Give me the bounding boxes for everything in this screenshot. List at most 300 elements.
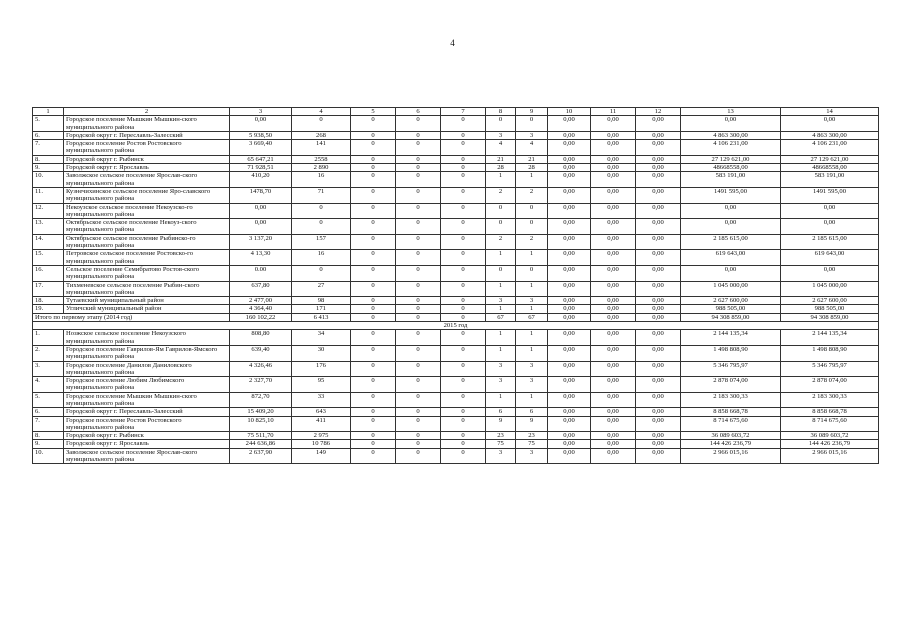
table-cell: 0,00 xyxy=(636,408,681,416)
table-cell: 11 xyxy=(591,108,636,116)
table-cell: 7. xyxy=(33,140,64,156)
table-cell: 0 xyxy=(396,448,441,464)
table-cell: 0 xyxy=(351,377,396,393)
table-cell: 0,00 xyxy=(591,408,636,416)
table-cell: 1 498 808,90 xyxy=(781,345,879,361)
table-cell: 0 xyxy=(441,297,486,305)
table-cell: Городское поселение Любим Любимского муниципального района xyxy=(64,377,230,393)
table-cell: 2 xyxy=(516,187,548,203)
table-cell: 2558 xyxy=(292,155,351,163)
table-cell: 8 xyxy=(486,108,516,116)
table-cell: 3 137,20 xyxy=(230,234,292,250)
table-cell: 0,00 xyxy=(591,345,636,361)
table-row xyxy=(33,172,879,188)
table-cell: 1. xyxy=(33,330,64,346)
table-cell: 0 xyxy=(351,313,396,321)
table-cell: 4 326,46 xyxy=(230,361,292,377)
table-cell: 0,00 xyxy=(681,116,781,132)
table-cell: 0,00 xyxy=(548,155,591,163)
table-cell: 0,00 xyxy=(636,377,681,393)
table-cell: 1 xyxy=(486,281,516,297)
table-cell: 0 xyxy=(441,448,486,464)
table-cell: 0,00 xyxy=(636,187,681,203)
table-cell: 10. xyxy=(33,448,64,464)
table-cell: 0,00 xyxy=(591,440,636,448)
table-cell: 149 xyxy=(292,448,351,464)
table-cell: 94 308 859,00 xyxy=(781,313,879,321)
table-cell: 637,80 xyxy=(230,281,292,297)
table-cell: 4 106 231,00 xyxy=(781,140,879,156)
table-cell: 0 xyxy=(351,281,396,297)
table-cell: 6 xyxy=(396,108,441,116)
table-cell: 0,00 xyxy=(591,281,636,297)
table-cell: 2 975 xyxy=(292,432,351,440)
table-cell: 1 xyxy=(516,172,548,188)
table-cell: 0 xyxy=(396,361,441,377)
table-cell: 10. xyxy=(33,172,64,188)
data-table xyxy=(32,107,879,464)
table-cell: Петровское сельское поселение Ростовско-го муниципального района xyxy=(64,250,230,266)
table-cell: 0,00 xyxy=(548,265,591,281)
table-cell: 0,00 xyxy=(636,281,681,297)
table-row xyxy=(33,116,879,132)
table-row xyxy=(33,234,879,250)
table-cell: 0 xyxy=(351,330,396,346)
table-cell: 1 xyxy=(516,250,548,266)
table-cell: 0 xyxy=(441,116,486,132)
table-cell: 5 346 795,97 xyxy=(681,361,781,377)
table-cell: Тихменевское сельское поселение Рыбин-ского муниципального района xyxy=(64,281,230,297)
table-cell: 0,00 xyxy=(636,440,681,448)
table-cell: 65 647,21 xyxy=(230,155,292,163)
table-cell: 71 xyxy=(292,187,351,203)
table-cell: 0 xyxy=(516,265,548,281)
table-cell: 0,00 xyxy=(591,297,636,305)
table-cell: 0 xyxy=(351,187,396,203)
table-cell: 0 xyxy=(396,164,441,172)
table-cell: 1 xyxy=(516,345,548,361)
table-cell: 0,00 xyxy=(591,432,636,440)
table-cell: 1 xyxy=(486,345,516,361)
table-cell: 0 xyxy=(351,440,396,448)
table-cell: 0,00 xyxy=(636,345,681,361)
table-row xyxy=(33,187,879,203)
table-cell: 2 637,90 xyxy=(230,448,292,464)
table-cell: 157 xyxy=(292,234,351,250)
table-cell: 0 xyxy=(351,408,396,416)
table-cell: 0 xyxy=(351,164,396,172)
table-cell: 2 183 300,33 xyxy=(681,392,781,408)
table-cell: 2 xyxy=(64,108,230,116)
table-cell: 0,00 xyxy=(636,116,681,132)
table-cell: 3 669,40 xyxy=(230,140,292,156)
table-cell: 0,00 xyxy=(548,116,591,132)
table-cell: 0,00 xyxy=(636,432,681,440)
table-cell: 21 xyxy=(486,155,516,163)
table-cell: 0,00 xyxy=(591,416,636,432)
table-cell: 0 xyxy=(441,172,486,188)
table-cell: 0,00 xyxy=(548,297,591,305)
table-cell: 6. xyxy=(33,131,64,139)
table-cell: 0,00 xyxy=(591,172,636,188)
table-cell: 0 xyxy=(441,155,486,163)
table-row xyxy=(33,155,879,163)
table-cell: 0 xyxy=(351,392,396,408)
table-cell: Некоузское сельское поселение Некоузско-го муниципального района xyxy=(64,203,230,219)
table-cell: 10 825,10 xyxy=(230,416,292,432)
table-cell: Тутаевский муниципальный район xyxy=(64,297,230,305)
table-cell: 2 966 015,16 xyxy=(681,448,781,464)
table-cell: 3 xyxy=(230,108,292,116)
table-cell: 0 xyxy=(292,219,351,235)
table-cell: Октябрьское сельское поселение Рыбинско-го муниципального района xyxy=(64,234,230,250)
table-cell: Заволжское сельское поселение Ярослав-ского муниципального района xyxy=(64,172,230,188)
table-cell: 2 xyxy=(486,234,516,250)
table-cell: Городской округ г. Рыбинск xyxy=(64,155,230,163)
table-cell: 0 xyxy=(441,203,486,219)
table-header-row xyxy=(33,108,879,116)
table-row xyxy=(33,281,879,297)
table-cell: 3 xyxy=(486,448,516,464)
table-cell: 0 xyxy=(292,265,351,281)
table-cell: 0 xyxy=(396,416,441,432)
table-cell: 0 xyxy=(441,250,486,266)
table-cell: 0 xyxy=(441,234,486,250)
table-row xyxy=(33,345,879,361)
table-cell: 0 xyxy=(396,203,441,219)
table-cell: 0 xyxy=(441,219,486,235)
table-cell: 3 xyxy=(516,448,548,464)
table-cell: 0 xyxy=(441,281,486,297)
table-cell: 2 327,70 xyxy=(230,377,292,393)
table-cell: 0 xyxy=(441,416,486,432)
table-cell: 0,00 xyxy=(591,250,636,266)
table-cell: 1 xyxy=(486,305,516,313)
table-cell: 0 xyxy=(441,330,486,346)
table-cell: 0,00 xyxy=(681,203,781,219)
table-cell: 0 xyxy=(486,219,516,235)
table-cell: 0 xyxy=(441,345,486,361)
table-cell: 0,00 xyxy=(636,131,681,139)
table-cell: Городское поселение Мышкин Мышкин-ского муниципального района xyxy=(64,116,230,132)
table-cell: 0,00 xyxy=(548,140,591,156)
table-cell: 0,00 xyxy=(548,440,591,448)
table-cell: 9. xyxy=(33,164,64,172)
table-cell: 98 xyxy=(292,297,351,305)
table-cell: 8 858 668,78 xyxy=(681,408,781,416)
table-cell: 0,00 xyxy=(591,116,636,132)
table-cell: 4 xyxy=(516,140,548,156)
table-cell: 4 xyxy=(292,108,351,116)
table-cell: 0 xyxy=(351,203,396,219)
table-cell: 12 xyxy=(636,108,681,116)
table-cell: 1 xyxy=(516,392,548,408)
table-row xyxy=(33,361,879,377)
table-cell: 144 426 236,79 xyxy=(681,440,781,448)
table-cell: 5. xyxy=(33,116,64,132)
table-cell: 0,00 xyxy=(591,140,636,156)
table-cell: 0,00 xyxy=(591,155,636,163)
table-cell: 36 089 603,72 xyxy=(681,432,781,440)
table-cell: 0,00 xyxy=(548,164,591,172)
table-cell: 171 xyxy=(292,305,351,313)
table-cell: 583 191,00 xyxy=(781,172,879,188)
table-cell: 36 089 603,72 xyxy=(781,432,879,440)
table-cell: 0,00 xyxy=(548,392,591,408)
table-cell: Городской округ г. Ярославль xyxy=(64,440,230,448)
table-cell: 2. xyxy=(33,345,64,361)
table-cell: 0,00 xyxy=(781,116,879,132)
table-cell: 0,00 xyxy=(591,203,636,219)
table-cell: 0,00 xyxy=(636,265,681,281)
table-cell: 95 xyxy=(292,377,351,393)
table-cell: 18. xyxy=(33,297,64,305)
table-cell: 0 xyxy=(441,440,486,448)
table-cell: 3 xyxy=(516,361,548,377)
table-cell: 2 477,00 xyxy=(230,297,292,305)
table-cell: 2 966 015,16 xyxy=(781,448,879,464)
table-cell: Городской округ г. Рыбинск xyxy=(64,432,230,440)
table-cell: 0,00 xyxy=(548,432,591,440)
table-cell: 872,70 xyxy=(230,392,292,408)
table-cell: 0,00 xyxy=(548,250,591,266)
table-cell: Октябрьское сельское поселение Некоуз-ского муниципального района xyxy=(64,219,230,235)
table-cell: 0,00 xyxy=(548,234,591,250)
table-cell: 244 636,86 xyxy=(230,440,292,448)
table-cell: Городское поселение Ростов Ростовского муниципального района xyxy=(64,140,230,156)
table-cell: 0 xyxy=(441,265,486,281)
table-cell: 8. xyxy=(33,155,64,163)
table-cell: 0 xyxy=(351,448,396,464)
table-cell: 0 xyxy=(351,265,396,281)
table-cell: 0 xyxy=(351,219,396,235)
table-cell: 3 xyxy=(516,131,548,139)
table-cell: 0 xyxy=(351,155,396,163)
table-cell: 4. xyxy=(33,377,64,393)
table-cell: 75 xyxy=(516,440,548,448)
table-cell: 19. xyxy=(33,305,64,313)
table-cell: 2 878 074,00 xyxy=(681,377,781,393)
table-cell: 0,00 xyxy=(636,392,681,408)
table-cell: 16. xyxy=(33,265,64,281)
table-cell: 1 xyxy=(516,330,548,346)
table-cell: 21 xyxy=(516,155,548,163)
table-cell: 0,00 xyxy=(591,448,636,464)
table-cell: 268 xyxy=(292,131,351,139)
table-cell: 1 xyxy=(486,330,516,346)
table-cell: 0,00 xyxy=(548,408,591,416)
table-cell: 0,00 xyxy=(636,140,681,156)
table-cell: 0,00 xyxy=(591,164,636,172)
table-cell: Итого по первому этапу (2014 год) xyxy=(33,313,230,321)
table-cell: 0,00 xyxy=(591,305,636,313)
table-cell: 0,00 xyxy=(548,377,591,393)
table-cell: 144 426 236,79 xyxy=(781,440,879,448)
table-cell: 9 xyxy=(516,416,548,432)
table-cell: 0,00 xyxy=(636,305,681,313)
table-cell: 1478,70 xyxy=(230,187,292,203)
table-cell: 0,00 xyxy=(591,392,636,408)
table-cell: 0 xyxy=(486,116,516,132)
table-cell: 15 409,20 xyxy=(230,408,292,416)
table-cell: 160 102,22 xyxy=(230,313,292,321)
table-cell: 0 xyxy=(396,265,441,281)
table-cell: 0,00 xyxy=(548,345,591,361)
table-cell: 0,00 xyxy=(636,330,681,346)
table-cell: 0,00 xyxy=(548,187,591,203)
table-cell: 0 xyxy=(441,131,486,139)
table-cell: 0 xyxy=(516,219,548,235)
table-cell: 9 xyxy=(486,416,516,432)
table-cell: 639,40 xyxy=(230,345,292,361)
table-cell: 0,00 xyxy=(636,313,681,321)
table-cell: Заволжское сельское поселение Ярослав-ского муниципального района xyxy=(64,448,230,464)
table-cell: 0 xyxy=(396,345,441,361)
table-cell: 0,00 xyxy=(636,172,681,188)
table-cell: 141 xyxy=(292,140,351,156)
table-cell: 0,00 xyxy=(548,281,591,297)
table-cell: 0,00 xyxy=(636,155,681,163)
table-cell: 0 xyxy=(351,131,396,139)
table-cell: 0,00 xyxy=(781,219,879,235)
table-cell: 94 308 859,00 xyxy=(681,313,781,321)
table-cell: 0 xyxy=(396,440,441,448)
table-cell: 0,00 xyxy=(548,203,591,219)
table-cell: Городской округ г. Ярославль xyxy=(64,164,230,172)
table-cell: 0,00 xyxy=(636,234,681,250)
table-cell: 0,00 xyxy=(636,203,681,219)
table-cell: 0 xyxy=(351,345,396,361)
table-cell: 0 xyxy=(396,234,441,250)
table-cell: 0,00 xyxy=(548,219,591,235)
table-cell: 0 xyxy=(441,305,486,313)
table-row xyxy=(33,392,879,408)
table-cell: 27 129 621,00 xyxy=(781,155,879,163)
table-cell: 4 xyxy=(486,140,516,156)
table-cell: 0,00 xyxy=(230,116,292,132)
table-cell: 3. xyxy=(33,361,64,377)
table-cell: 1 xyxy=(516,305,548,313)
table-cell: 643 xyxy=(292,408,351,416)
table-cell: 67 xyxy=(486,313,516,321)
table-cell: 9. xyxy=(33,440,64,448)
table-cell: 0 xyxy=(396,250,441,266)
table-body xyxy=(33,108,879,464)
table-cell: 0,00 xyxy=(591,330,636,346)
table-cell: 14 xyxy=(781,108,879,116)
table-cell: 2 890 xyxy=(292,164,351,172)
table-cell: 1 xyxy=(33,108,64,116)
table-cell: 8 858 668,78 xyxy=(781,408,879,416)
table-row xyxy=(33,408,879,416)
table-cell: 48668558,00 xyxy=(681,164,781,172)
table-row xyxy=(33,440,879,448)
table-cell: 1 xyxy=(516,281,548,297)
table-cell: 2 xyxy=(516,234,548,250)
table-cell: 75 xyxy=(486,440,516,448)
table-cell: 5 938,50 xyxy=(230,131,292,139)
table-cell: Кузнечихинское сельское поселение Яро-славского муниципального района xyxy=(64,187,230,203)
table-cell: 5. xyxy=(33,392,64,408)
table-cell: 0 xyxy=(486,265,516,281)
table-cell: 988 505,00 xyxy=(781,305,879,313)
table-cell: 0 xyxy=(441,432,486,440)
table-cell: 4 364,40 xyxy=(230,305,292,313)
table-cell: 0,00 xyxy=(591,265,636,281)
table-cell: 0 xyxy=(441,408,486,416)
table-cell: 67 xyxy=(516,313,548,321)
table-cell: 2 183 300,33 xyxy=(781,392,879,408)
table-cell: 0 xyxy=(396,297,441,305)
table-cell: 0 xyxy=(292,203,351,219)
table-cell: 0,00 xyxy=(636,250,681,266)
table-cell: 0,00 xyxy=(636,297,681,305)
table-cell: 0 xyxy=(396,140,441,156)
table-cell: 71 928,51 xyxy=(230,164,292,172)
table-cell: 0,00 xyxy=(636,416,681,432)
table-cell: 28 xyxy=(516,164,548,172)
table-cell: 2 878 074,00 xyxy=(781,377,879,393)
table-cell: 15. xyxy=(33,250,64,266)
table-cell: 2 185 615,00 xyxy=(781,234,879,250)
table-cell: 0,00 xyxy=(781,203,879,219)
table-row xyxy=(33,250,879,266)
table-cell: 0 xyxy=(351,250,396,266)
table-cell: 2 627 600,00 xyxy=(681,297,781,305)
total-row xyxy=(33,313,879,321)
table-cell: 0 xyxy=(441,164,486,172)
table-cell: 10 xyxy=(548,108,591,116)
table-cell: 0,00 xyxy=(781,265,879,281)
table-cell: Нозжское сельское поселение Некоузского муниципального района xyxy=(64,330,230,346)
table-cell: Угличский муниципальный район xyxy=(64,305,230,313)
table-cell: 1491 595,00 xyxy=(681,187,781,203)
table-cell: 4 863 300,00 xyxy=(781,131,879,139)
table-cell: 0,00 xyxy=(636,361,681,377)
table-cell: 0,00 xyxy=(636,219,681,235)
table-row xyxy=(33,131,879,139)
table-cell: 0 xyxy=(486,203,516,219)
section-row xyxy=(33,322,879,330)
table-cell: 0,00 xyxy=(681,219,781,235)
table-cell: 3 xyxy=(486,377,516,393)
table-cell: 0 xyxy=(351,305,396,313)
table-cell: 0,00 xyxy=(548,416,591,432)
table-cell: 17. xyxy=(33,281,64,297)
table-cell: 2 627 600,00 xyxy=(781,297,879,305)
table-cell: 619 643,00 xyxy=(781,250,879,266)
table-cell: Городское поселение Ростов Ростовского муниципального района xyxy=(64,416,230,432)
table-cell: 6 xyxy=(516,408,548,416)
table-cell: 0 xyxy=(351,234,396,250)
table-cell: 0 xyxy=(351,172,396,188)
table-cell: 0 xyxy=(441,187,486,203)
table-cell: 176 xyxy=(292,361,351,377)
table-cell: 1491 595,00 xyxy=(781,187,879,203)
table-cell: Сельское поселение Семибратово Ростов-ского муниципального района xyxy=(64,265,230,281)
table-cell: Городское поселение Мышкин Мышкин-ского муниципального района xyxy=(64,392,230,408)
table-cell: 0 xyxy=(516,203,548,219)
table-cell: Городское поселение Гаврилов-Ям Гаврилов-Ямского муниципального района xyxy=(64,345,230,361)
table-cell: 7 xyxy=(441,108,486,116)
table-cell: 48668558,00 xyxy=(781,164,879,172)
table-cell: 0 xyxy=(396,330,441,346)
table-cell: 13 xyxy=(681,108,781,116)
table-cell: 8 714 675,60 xyxy=(781,416,879,432)
table-cell: 0,00 xyxy=(591,361,636,377)
table-cell: 0,00 xyxy=(591,187,636,203)
table-cell: 0,00 xyxy=(548,361,591,377)
